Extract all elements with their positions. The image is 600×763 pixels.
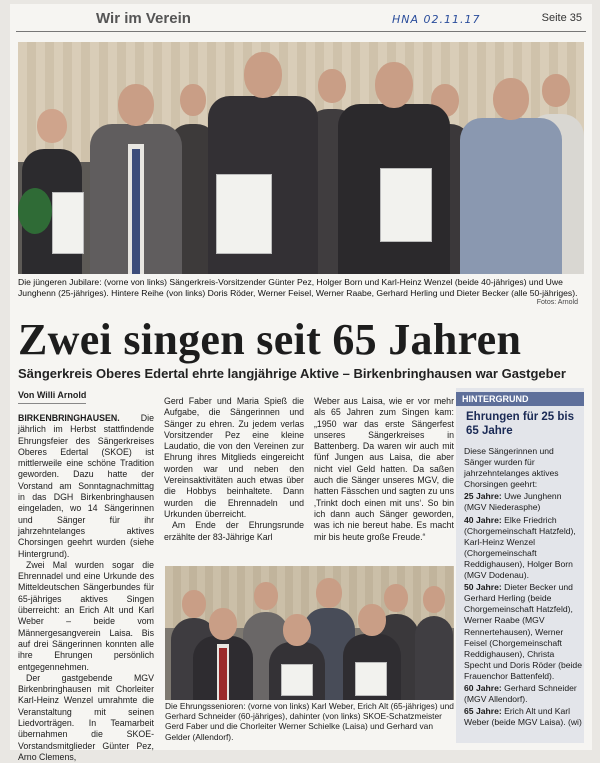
page-number: Seite 35 [541, 12, 582, 24]
article-paragraph: Der gastgebende MGV Birkenbringhausen mit Chorleiter Karl-Heinz Wenzel umrahmte die Veranstaltung mit seinen Liedvorträgen. In Teamarbeit übernahmen die SKOE-Vorstandsmitglieder Günter Pez, Arno Clemens, [18, 672, 154, 762]
article-paragraph: BIRKENBRINGHAUSEN. Die jährlich im Herbst stattfindende Ehrungsfeier des Sängerkreises Oberes Edertal (SKOE) ist mittlerweile eine schöne Tradition geworden. Dazu hatte der Vorstand am Sonntagnachmittag in das DGH Birkenbringhausen eingeladen, wo 14 Sängerinnen und Sänger für ihr jahrzehntelanges aktives Chorsingen geehrt wurden (siehe Hintergrund). [18, 413, 154, 559]
photo-caption-top: Die jüngeren Jubilare: (vorne von links) Sängerkreis-Vorsitzender Günter Pez, Holger Born und Karl-Heinz Wenzel (beide 40-jähriges) und Uwe Junghenn (25-jähriges). Hintere Reihe (von links) Doris Röder, Werner Feisel, Werner Raabe, Gerhard Herling und Dieter Becker (alle 50-jähriges). [18, 277, 578, 298]
honoree-entry: 65 Jahre: Erich Alt und Karl Weber (beide MGV Laisa). (wi) [464, 706, 582, 728]
honoree-entry: 25 Jahre: Uwe Junghenn (MGV Niederasphe) [464, 491, 562, 513]
background-info-box [456, 388, 584, 743]
box-tag: HINTERGRUND [456, 392, 584, 406]
article-column-2 [164, 396, 304, 543]
flower-bouquet [18, 188, 52, 234]
group-photo-seniors [165, 566, 454, 700]
section-title: Wir im Verein [96, 10, 191, 27]
group-photo-young-jubilarians [18, 42, 584, 274]
honoree-entry: 50 Jahre: Dieter Becker und Gerhard Herling (beide Chorgemeinschaft Hatzfeld), Werner Raabe (MGV Rennertehausen), Werner Feisel (Chorgemeinschaft Reddighausen), Christa Specht und Doris Röder (beide Frauenchor Battenfeld). [464, 582, 582, 681]
honoree-entry: 40 Jahre: Elke Friedrich (Chorgemeinschaft Hatzfeld), Karl-Heinz Wenzel (Chorgemeinschaft Reddighausen), Holger Born (MGV Dodenau). [464, 514, 576, 581]
person-figure [90, 84, 182, 274]
honoree-entry: 60 Jahre: Gerhard Schneider (MGV Allendorf). [464, 682, 577, 705]
article-paragraph: Zwei Mal wurden sogar die Ehrennadel und eine Urkunde des Mitteldeutschen Sängerbundes für 65-jähriges aktives Singen überreicht: an Erich Alt und Karl Weber – beide vom Männergesangverein Laisa. Bis auf drei Sängerinnen konnten alle ihre Ehrungen persönlich entgegennehmen. [18, 559, 154, 672]
person-figure [460, 78, 562, 274]
article-byline: Von Willi Arnold [18, 390, 87, 400]
box-body [464, 446, 582, 728]
article-paragraph: Weber aus Laisa, wie er vor mehr als 65 Jahren zum Singen kam: „1950 war das erste Sängerfest unseres Sängerkreises in Battenberg. Da waren wir auch mit fünf Jungen aus Laisa, die aber nicht viel Geld hatten. Da saßen auch die Sänger unseres MGV, die hatten Fässchen und sagten zu uns ‚Trinkt doch einen mit uns‘. So bin ich dann auch Sänger geworden, was ich nie bereut habe. Es macht mir bis heute große Freude.“ [314, 396, 454, 542]
photo-caption-seniors: Die Ehrungssenioren: (vorne von links) Karl Weber, Erich Alt (65-jähriges) und Gerhard Schneider (60-jähriges), dahinter (von links) SKOE-Schatzmeister Gerd Faber und die Chorleiter Werner Schielke (Laisa) und Gerhard van Gelder (Allendorf). [165, 701, 454, 742]
handwritten-date-note: HNA 02.11.17 [392, 13, 481, 26]
article-column-1 [18, 413, 154, 763]
certificate [355, 662, 387, 696]
box-title: Ehrungen für 25 bis 65 Jahre [466, 411, 574, 437]
dateline: BIRKENBRINGHAUSEN. [18, 413, 120, 423]
certificate [216, 174, 272, 254]
certificate [380, 168, 432, 242]
header-rule [16, 31, 586, 32]
certificate [281, 664, 313, 696]
box-intro: Diese Sängerinnen und Sänger wurden für jahrzehntelanges aktives Chorsingen geehrt: [464, 446, 559, 490]
article-paragraph: Gerd Faber und Maria Spieß die Aufgabe, die Sängerinnen und Sänger zu ehren. Zu jedem verlas Vorsitzender Pez eine kleine Laudatio, die von den Vereinen zur Ehrung ihres Mitglieds eingereicht worden war und neben den Vereinsaktivitäten auch etwas über die Hobbys beinhaltete. Dann wurden die Ehrennadeln und Urkunden überreicht. [164, 396, 304, 519]
newspaper-page [10, 4, 592, 762]
person-figure [193, 608, 253, 700]
article-headline: Zwei singen seit 65 Jahren [18, 315, 522, 364]
article-column-3 [314, 396, 454, 543]
photo-credit: Fotos: Arnold [536, 299, 578, 306]
article-paragraph: Am Ende der Ehrungsrunde erzählte der 83-Jährige Karl [164, 520, 304, 542]
person-figure [415, 586, 453, 700]
certificate [52, 192, 84, 254]
article-subheadline: Sängerkreis Oberes Edertal ehrte langjährige Aktive – Birkenbringhausen war Gastgeber [18, 366, 566, 381]
page-header [10, 4, 592, 34]
